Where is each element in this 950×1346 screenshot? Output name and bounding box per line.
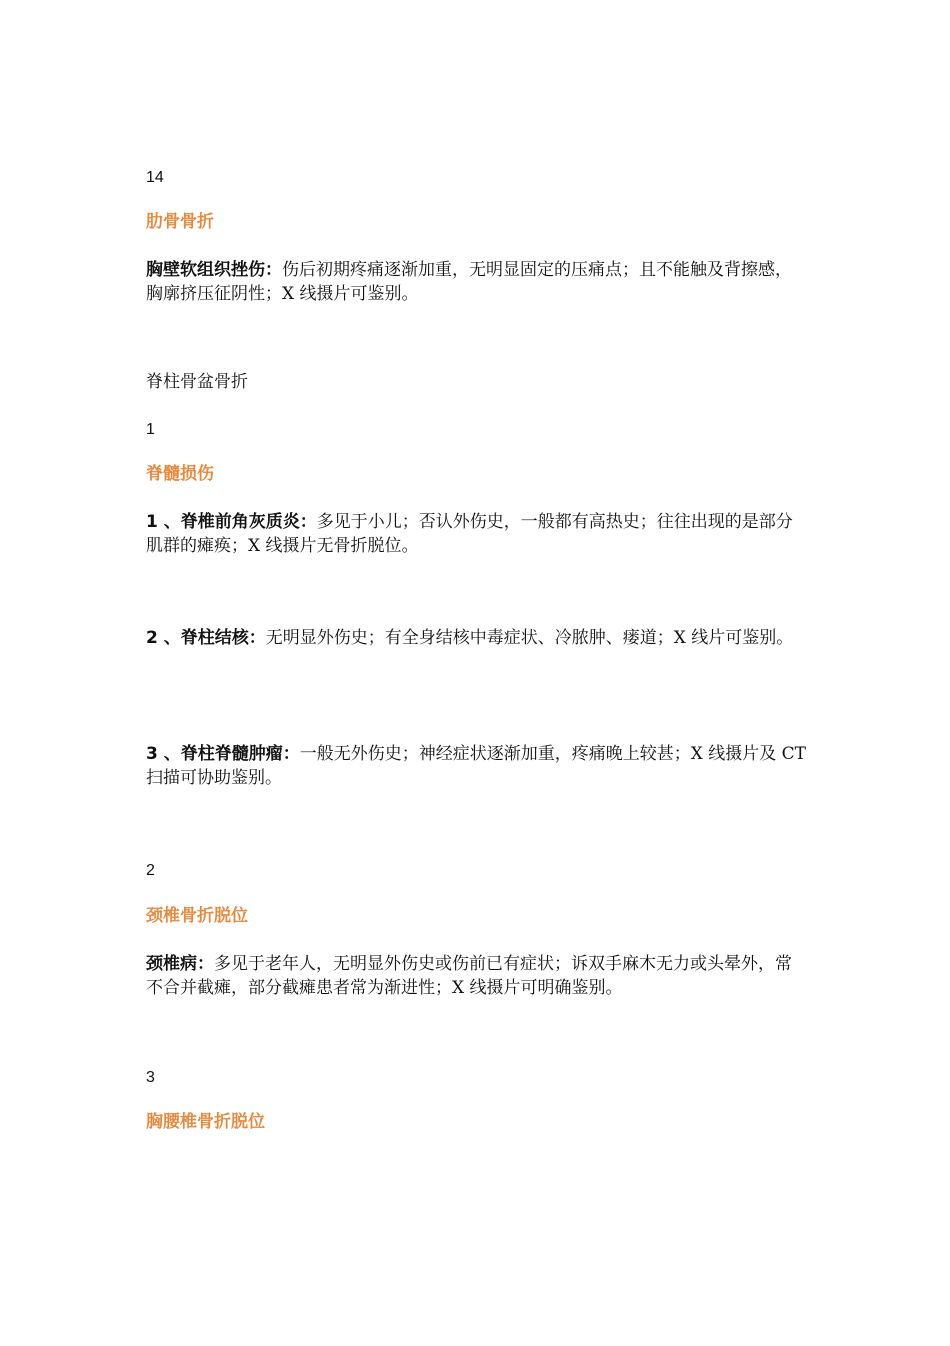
thoracolumbar-fracture-heading: 胸腰椎骨折脱位 <box>146 1112 265 1132</box>
item-number: 14 <box>146 169 164 186</box>
paragraph-term: 3 、脊柱脊髓肿瘤： <box>146 744 300 764</box>
paragraph-term: 颈椎病： <box>146 954 214 974</box>
cervical-fracture-heading: 颈椎骨折脱位 <box>146 906 248 926</box>
paragraph-body: 多见于小儿；否认外伤史，一般都有高热史；往往出现的是部分肌群的瘫痪；X 线摄片无骨折脱位。 <box>146 512 793 556</box>
spinal-tumor-paragraph <box>146 742 806 790</box>
paragraph-term: 1 、脊椎前角灰质炎： <box>146 512 317 532</box>
item-number: 1 <box>146 421 155 438</box>
cervical-spondylosis-paragraph <box>146 952 806 1000</box>
spinal-cord-injury-heading: 脊髓损伤 <box>146 464 214 484</box>
paragraph-body: 无明显外伤史；有全身结核中毒症状、冷脓肿、瘘道；X 线片可鉴别。 <box>265 628 794 648</box>
paragraph-body: 一般无外伤史；神经症状逐渐加重，疼痛晚上较甚；X 线摄片及 CT 扫描可协助鉴别。 <box>146 744 807 788</box>
paragraph-body: 多见于老年人，无明显外伤史或伤前已有症状；诉双手麻木无力或头晕外，常不合并截瘫，部分截瘫患者常为渐进性；X 线摄片可明确鉴别。 <box>146 954 792 998</box>
chest-wall-contusion-paragraph <box>146 258 806 306</box>
poliomyelitis-paragraph <box>146 510 806 558</box>
section-title: 脊柱骨盆骨折 <box>146 372 248 392</box>
paragraph-term: 胸壁软组织挫伤： <box>146 260 282 280</box>
rib-fracture-heading: 肋骨骨折 <box>146 212 214 232</box>
paragraph-body: 伤后初期疼痛逐渐加重，无明显固定的压痛点；且不能触及背擦感，胸廓挤压征阴性；X 线摄片可鉴别。 <box>146 260 792 304</box>
paragraph-term: 2 、脊柱结核： <box>146 628 266 648</box>
spinal-tuberculosis-paragraph <box>146 626 806 650</box>
item-number: 2 <box>146 862 155 879</box>
item-number: 3 <box>146 1069 155 1086</box>
